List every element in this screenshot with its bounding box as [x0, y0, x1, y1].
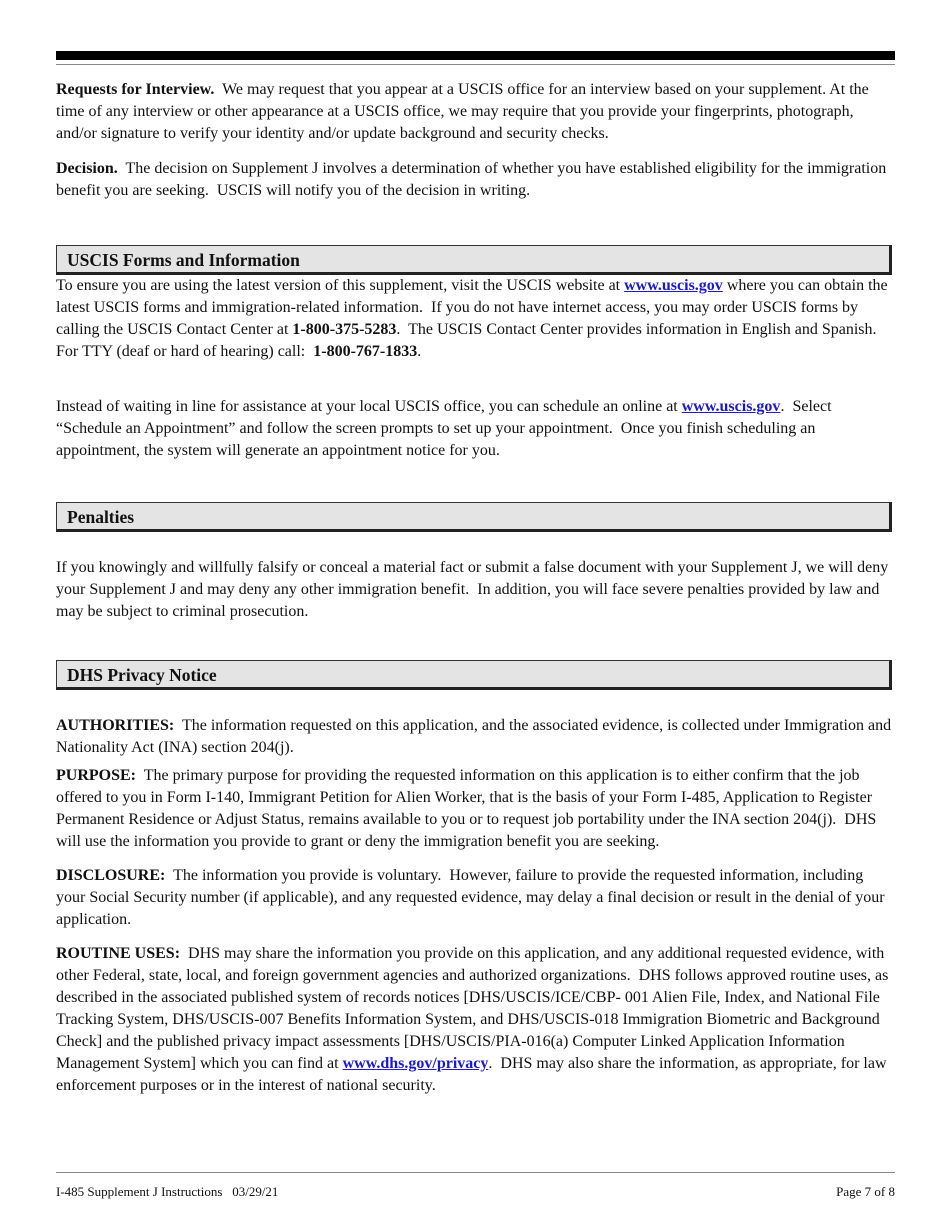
footer-form-id: I-485 Supplement J Instructions 03/29/21: [56, 1184, 279, 1199]
bold-text: AUTHORITIES:: [56, 717, 175, 734]
purpose-paragraph: [56, 765, 895, 853]
disclosure-paragraph: [56, 865, 895, 931]
header-rule-thin: [56, 64, 895, 65]
bold-text: PURPOSE:: [56, 767, 136, 784]
forms-paragraph-1: [56, 275, 895, 363]
bold-text: Decision.: [56, 160, 118, 177]
text: . Select “Schedule an Appointment” and follow the screen prompts to set up your appointment. Once you finish scheduling an appointment, the system will generate an appointment notice for you.: [56, 398, 836, 459]
routine-uses-paragraph: [56, 943, 895, 1097]
bold-text: DISCLOSURE:: [56, 867, 166, 884]
bold-text: 1-800-375-5283: [292, 321, 397, 338]
section-header-forms: USCIS Forms and Information: [56, 245, 892, 275]
bold-text: 1-800-767-1833: [313, 343, 418, 360]
section-header-privacy: DHS Privacy Notice: [56, 660, 892, 690]
authorities-paragraph: [56, 715, 895, 759]
section-header-penalties: Penalties: [56, 502, 892, 532]
text: The information you provide is voluntary. However, failure to provide the requested information, including your Social Security number (if applicable), and any requested evidence, may delay a final decision or result in the denial of your application.: [56, 867, 889, 928]
text: where you can obtain the latest USCIS forms and immigration-related information. If you do not have internet access, you may order USCIS forms by calling the USCIS Contact Center at: [56, 277, 892, 338]
text: We may request that you appear at a USCIS office for an interview based on your supplement. At the time of any interview or other appearance at a USCIS office, we may require that you provide your fingerprints, photograph, and/or signature to verify your identity and/or update background and security checks.: [56, 81, 873, 142]
footer-page-number: Page 7 of 8: [836, 1184, 895, 1199]
interview-paragraph: [56, 79, 895, 145]
link[interactable]: www.dhs.gov/privacy: [342, 1055, 489, 1072]
link[interactable]: www.uscis.gov: [681, 398, 781, 415]
text: DHS may share the information you provide on this application, and any additional requested evidence, with other Federal, state, local, and foreign government agencies and authorized organizations. DHS follows approved routine uses, as described in the associated published system of records notices [DHS/USCIS/ICE/CBP- 001 Alien File, Index, and National File Tracking System, DHS/USCIS-007 Benefits Information System, and DHS/USCIS-018 Immigration Biometric and Background Check] and the published privacy impact assessments [DHS/USCIS/PIA-016(a) Computer Linked Application Information Management System] which you can find at: [56, 945, 893, 1072]
text: If you knowingly and willfully falsify or conceal a material fact or submit a false document with your Supplement J, we will deny your Supplement J and may deny any other immigration benefit. In addition, you will face severe penalties provided by law and may be subject to criminal prosecution.: [56, 559, 893, 620]
penalties-paragraph: [56, 557, 895, 623]
text: To ensure you are using the latest version of this supplement, visit the USCIS website at: [56, 277, 625, 294]
text: The information requested on this application, and the associated evidence, is collected under Immigration and Nationality Act (INA) section 204(j).: [56, 717, 896, 756]
forms-paragraph-2: [56, 396, 895, 462]
text: Instead of waiting in line for assistance at your local USCIS office, you can schedule an online at: [56, 398, 682, 415]
decision-paragraph: [56, 158, 895, 202]
link[interactable]: www.uscis.gov: [624, 277, 723, 294]
bold-text: ROUTINE USES:: [56, 945, 181, 962]
text: The decision on Supplement J involves a determination of whether you have established eligibility for the immigration benefit you are seeking. USCIS will notify you of the decision in writing.: [56, 160, 891, 199]
text: .: [417, 343, 422, 360]
header-rule-thick: [56, 51, 895, 60]
text: . The USCIS Contact Center provides information in English and Spanish. For TTY (deaf or hard of hearing) call:: [56, 321, 885, 360]
footer-rule: [56, 1172, 895, 1173]
text: The primary purpose for providing the requested information on this application is to either confirm that the job offered to you in Form I-140, Immigrant Petition for Alien Worker, that is the basis of your Form I-485, Application to Register Permanent Residence or Adjust Status, remains available to you or to request job portability under the INA section 204(j). DHS will use the information you provide to grant or deny the immigration benefit you are seeking.: [56, 767, 881, 850]
text: . DHS may also share the information, as appropriate, for law enforcement purposes or in the interest of national security.: [56, 1055, 891, 1094]
bold-text: Requests for Interview.: [56, 81, 215, 98]
